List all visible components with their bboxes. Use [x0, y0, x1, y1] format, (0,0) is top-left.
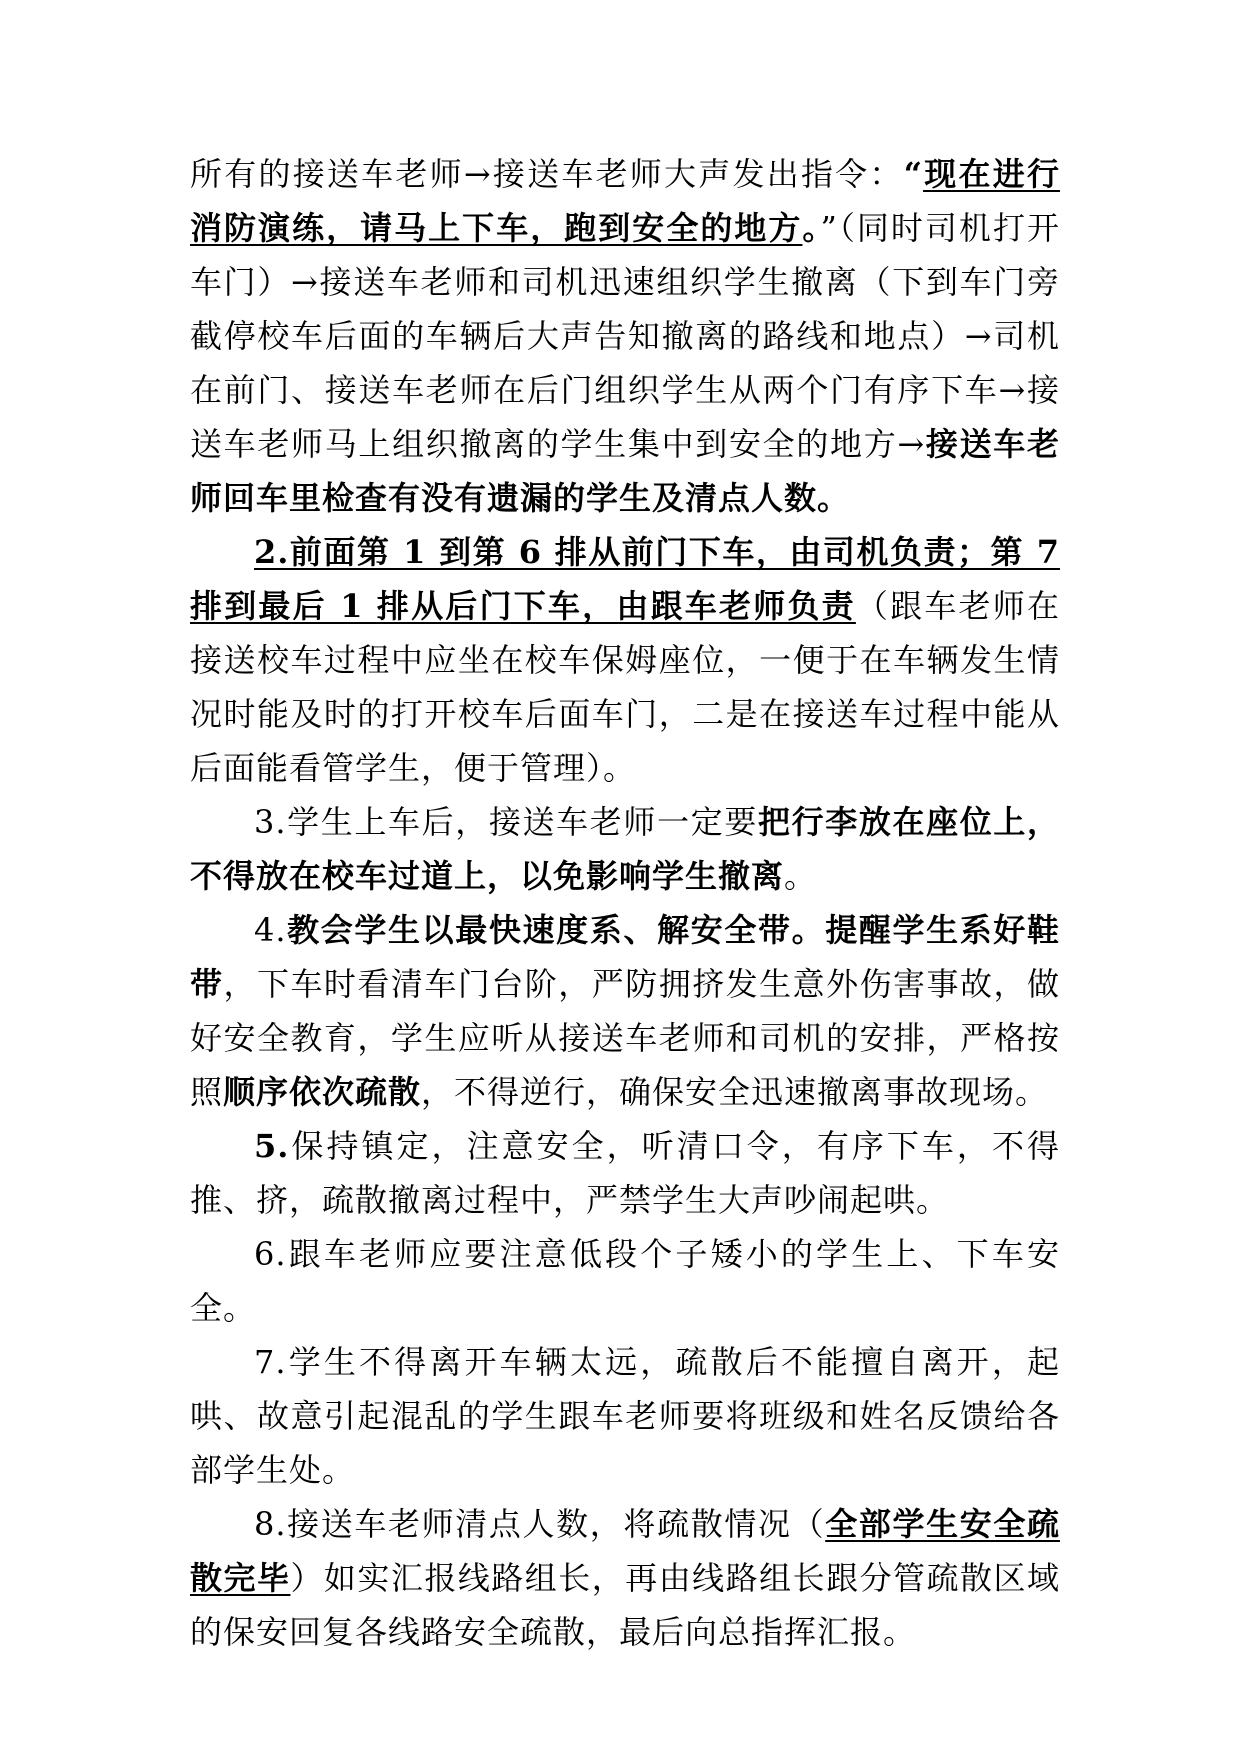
text-run: 7.学生不得离开车辆太远，疏散后不能擅自离开，起哄、故意引起混乱的学生跟车老师要将班级和姓名反馈给各部学生处。 — [190, 1343, 1060, 1489]
text-run-bold-underlined: 全部学生安全疏散完毕 — [190, 1505, 1060, 1597]
text-run: 保持镇定，注意安全，听清口令，有序下车，不得推、挤，疏散撤离过程中，严禁学生大声吵闹起哄。 — [190, 1127, 1060, 1219]
text-run: 6.跟车老师应要注意低段个子矮小的学生上、下车安全。 — [190, 1235, 1060, 1327]
paragraph-continued — [190, 147, 1060, 525]
text-run: ）如实汇报线路组长，再由线路组长跟分管疏散区域的保安回复各线路安全疏散，最后向总指挥汇报。 — [190, 1559, 1060, 1651]
text-run-bold: 。 — [802, 209, 821, 247]
text-run: 所有的接送车老师→接送车老师大声发出指令： — [190, 155, 904, 193]
text-run: ，不得逆行，确保安全迅速撤离事故现场。 — [421, 1073, 1049, 1111]
text-run: ，下车时看清车门台阶，严防拥挤发生意外伤害事故，做好安全教育，学生应听从接送车老师和司机的安排，严格按照 — [190, 965, 1060, 1111]
text-run: ”（同时司机打开车门）→接送车老师和司机迅速组织学生撤离（下到车门旁截停校车后面的车辆后大声告知撤离的路线和地点）→司机在前门、接送车老师在后门组织学生从两个门有序下车→接送车老师马上组织撤离的学生集中到安全的地方→ — [190, 209, 1060, 463]
text-run: 3.学生上车后，接送车老师一定要 — [254, 803, 758, 841]
paragraph-item-3 — [190, 795, 1060, 903]
paragraph-item-5 — [190, 1119, 1060, 1227]
paragraph-item-6 — [190, 1227, 1060, 1335]
paragraph-item-2 — [190, 525, 1060, 795]
paragraph-item-7 — [190, 1335, 1060, 1497]
text-run: （跟车老师在接送校车过程中应坐在校车保姆座位，一便于在车辆发生情况时能及时的打开校车后面车门，二是在接送车过程中能从后面能看管学生，便于管理）。 — [190, 587, 1060, 787]
text-run-bold: 顺序依次疏散 — [223, 1073, 422, 1111]
text-run-bold: 教会学生以最快速度系、解安全带。提醒学生系好鞋带 — [190, 911, 1060, 1003]
paragraph-item-8 — [190, 1497, 1060, 1659]
paragraph-item-4 — [190, 903, 1060, 1119]
document-page — [190, 147, 1060, 1659]
text-run-bold: 把行李放在座位上，不得放在校车过道上，以免影响学生撤离 — [190, 803, 1060, 895]
text-run-bold-underlined: 现在进行消防演练，请马上下车，跑到安全的地方 — [190, 155, 1060, 247]
text-run-bold: “ — [903, 155, 924, 193]
text-run-bold: 5. — [254, 1127, 290, 1165]
text-run-bold-underlined: 2.前面第 1 到第 6 排从前门下车，由司机负责；第 7 排到最后 1 排从后门下车，由跟车老师负责 — [190, 533, 1060, 625]
text-run: 8.接送车老师清点人数，将疏散情况（ — [254, 1505, 826, 1543]
text-run-bold: 接送车老师回车里检查有没有遗漏的学生及清点人数。 — [190, 425, 1060, 517]
text-run: 4. — [254, 911, 287, 949]
text-run: 。 — [784, 857, 818, 895]
